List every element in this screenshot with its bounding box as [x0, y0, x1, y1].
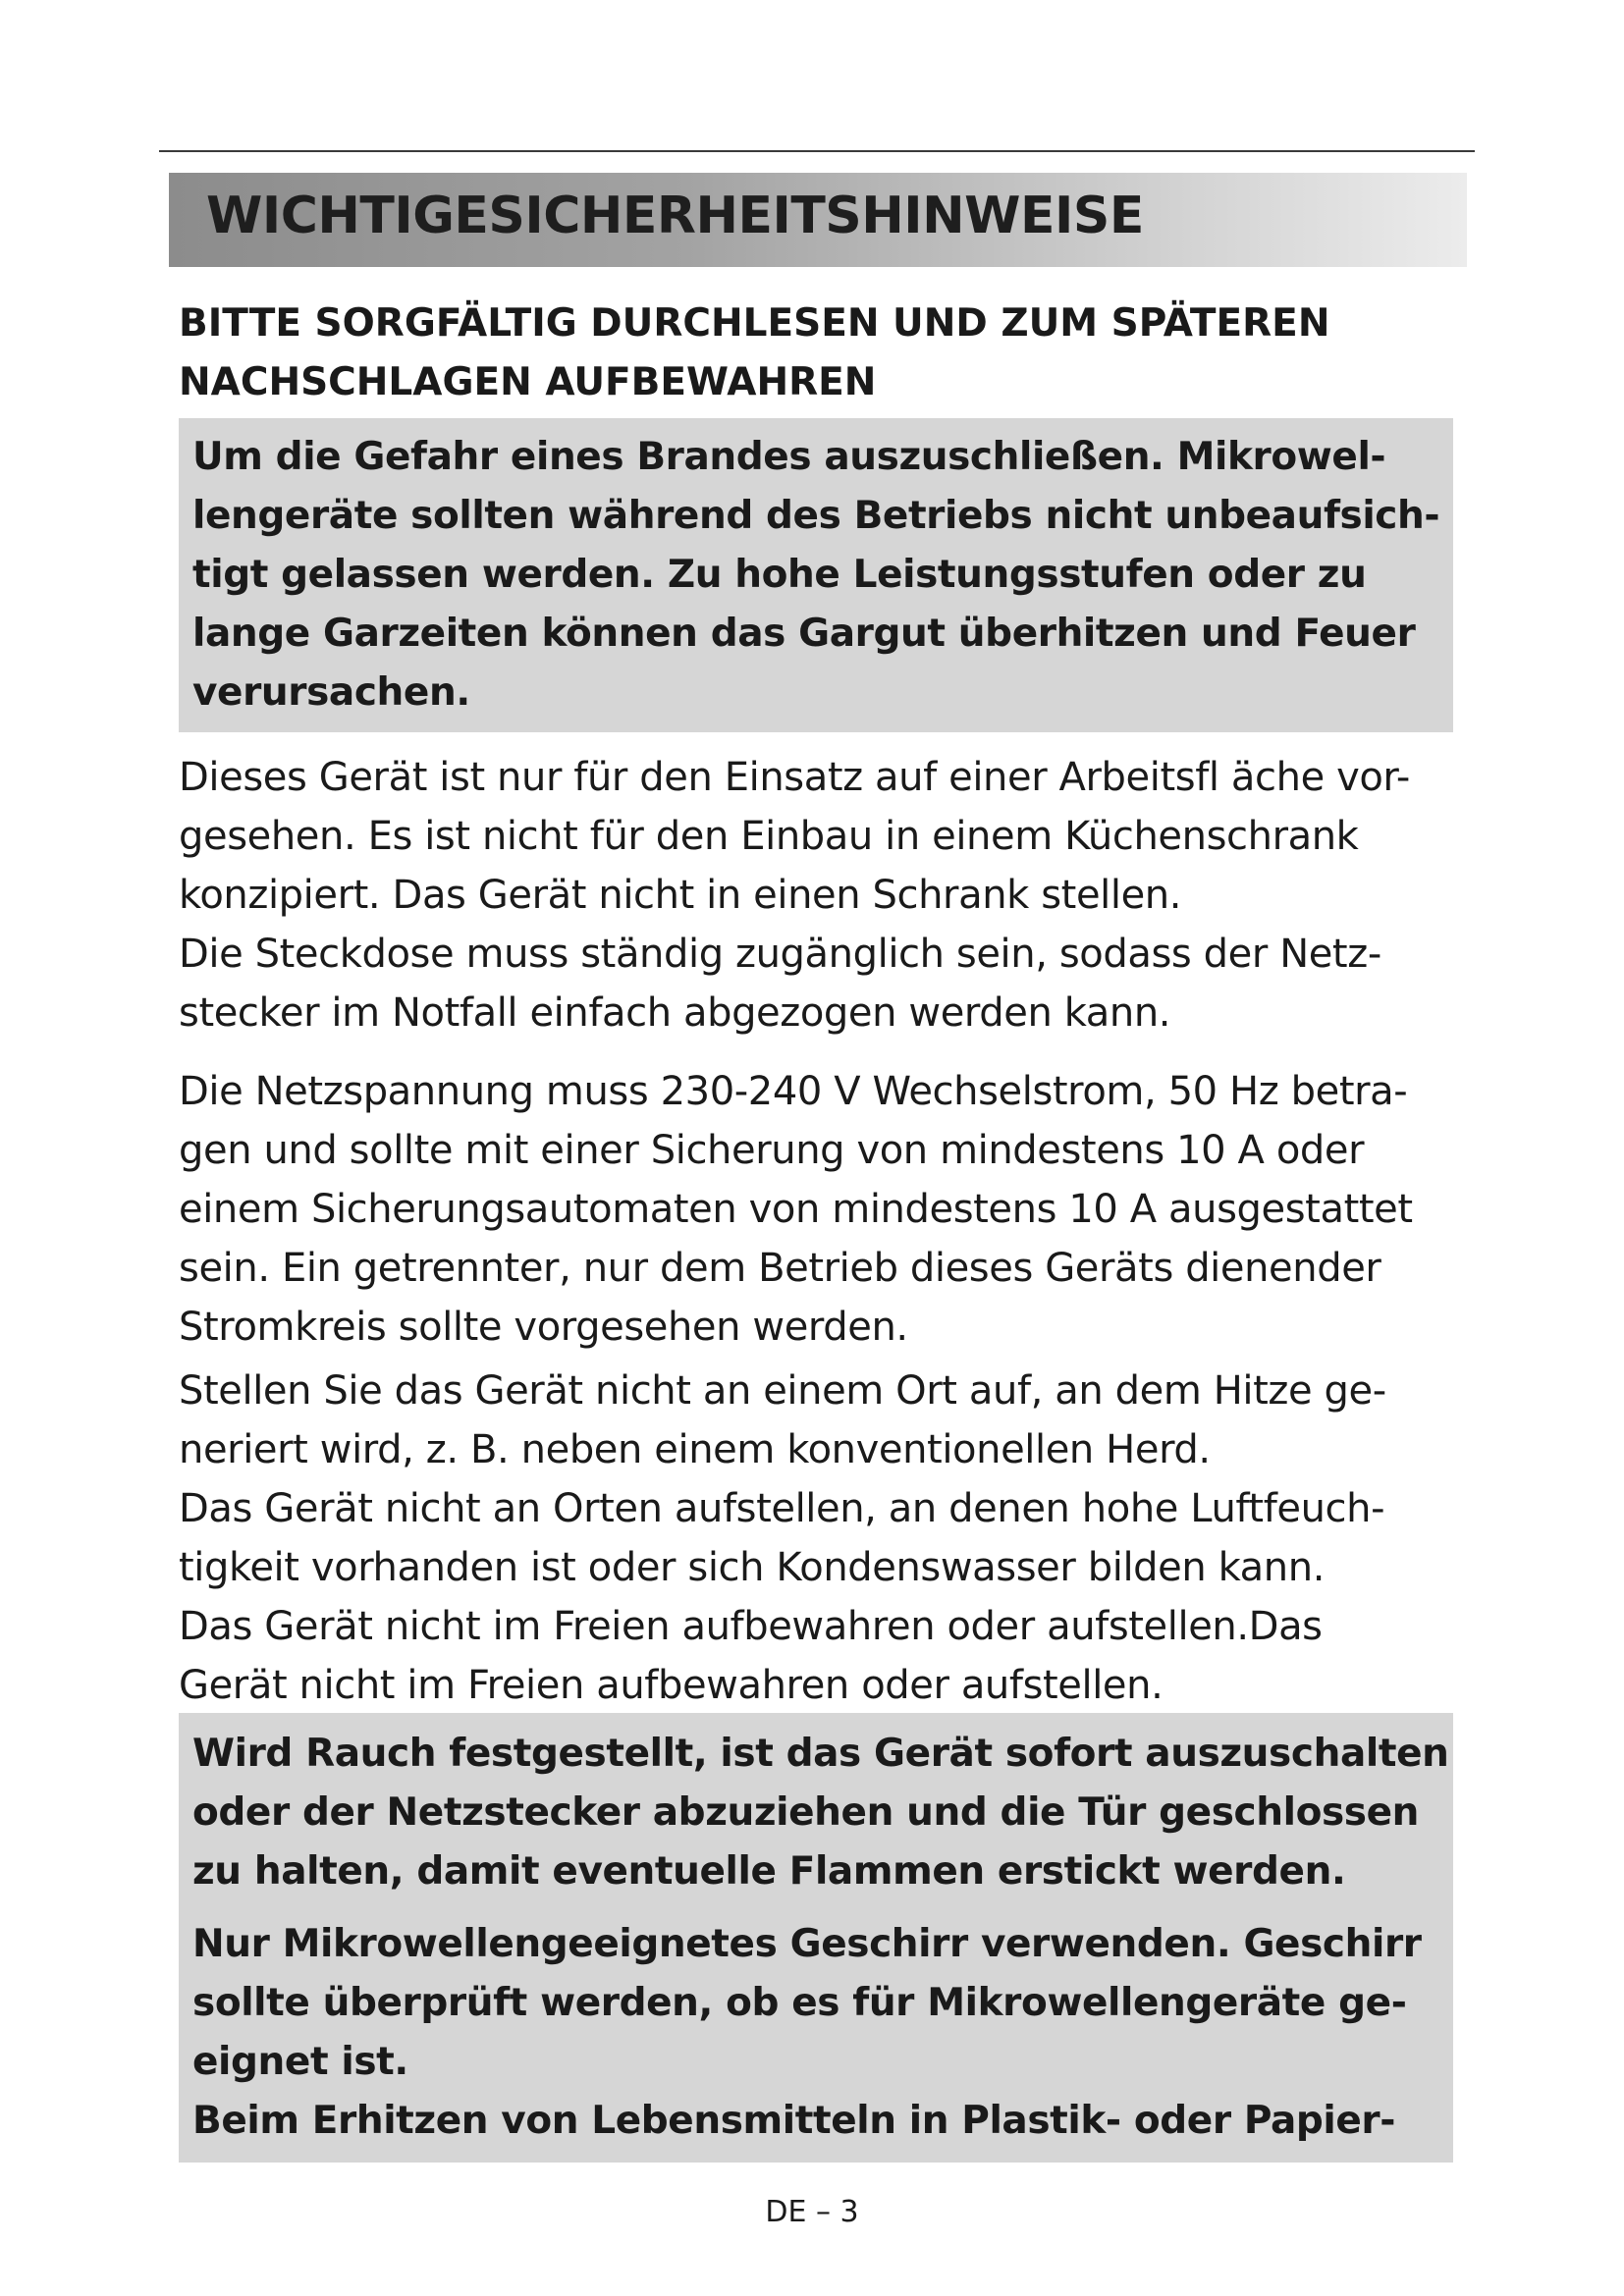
body-line: einem Sicherungsautomaten von mindestens 10 A ausgestattet: [179, 1187, 1413, 1232]
location-paragraph: [179, 1362, 1475, 1715]
body-line: Stromkreis sollte vorgesehen werden.: [179, 1305, 908, 1350]
body-line: stecker im Notfall einfach abgezogen werden kann.: [179, 990, 1171, 1036]
section-header-bar: [169, 173, 1467, 267]
body-line: Dieses Gerät ist nur für den Einsatz auf einer Arbeitsfl äche vor-: [179, 755, 1410, 800]
body-line: neriert wird, z. B. neben einem konventionellen Herd.: [179, 1427, 1211, 1472]
warning-line: sollte überprüft werden, ob es für Mikrowellengeräte ge-: [192, 1981, 1407, 2025]
body-line: gesehen. Es ist nicht für den Einbau in einem Küchenschrank: [179, 814, 1359, 859]
placement-paragraph: [179, 748, 1475, 1042]
warning-line: verursachen.: [192, 670, 470, 715]
subheading: [179, 294, 1445, 412]
body-line: Das Gerät nicht im Freien aufbewahren oder aufstellen.Das: [179, 1604, 1323, 1649]
body-line: konzipiert. Das Gerät nicht in einen Schrank stellen.: [179, 873, 1182, 918]
section-title: WICHTIGESICHERHEITSHINWEISE: [206, 187, 1144, 245]
warning-line: oder der Netzstecker abzuziehen und die Tür geschlossen: [192, 1790, 1420, 1835]
fire-warning-box: [179, 418, 1453, 732]
warning-line: Um die Gefahr eines Brandes auszuschließen. Mikrowel-: [192, 435, 1386, 479]
warning-line: zu halten, damit eventuelle Flammen erstickt werden.: [192, 1849, 1346, 1894]
voltage-paragraph: [179, 1062, 1475, 1357]
body-line: Das Gerät nicht an Orten aufstellen, an denen hohe Luftfeuch-: [179, 1486, 1385, 1531]
subheading-line: BITTE SORGFÄLTIG DURCHLESEN UND ZUM SPÄTEREN: [179, 301, 1330, 346]
smoke-warning-box: [179, 1713, 1453, 2163]
top-rule: [159, 150, 1475, 152]
warning-line: Wird Rauch festgestellt, ist das Gerät sofort auszuschalten: [192, 1732, 1449, 1776]
subheading-line: NACHSCHLAGEN AUFBEWAHREN: [179, 360, 877, 404]
body-line: Gerät nicht im Freien aufbewahren oder aufstellen.: [179, 1663, 1164, 1708]
body-line: gen und sollte mit einer Sicherung von mindestens 10 A oder: [179, 1128, 1365, 1173]
body-line: Die Netzspannung muss 230-240 V Wechselstrom, 50 Hz betra-: [179, 1069, 1408, 1114]
body-line: Die Steckdose muss ständig zugänglich sein, sodass der Netz-: [179, 932, 1381, 977]
body-line: sein. Ein getrennter, nur dem Betrieb dieses Geräts dienender: [179, 1246, 1381, 1291]
warning-line: tigt gelassen werden. Zu hohe Leistungsstufen oder zu: [192, 553, 1367, 597]
page-number: DE – 3: [765, 2195, 859, 2229]
warning-line: lengeräte sollten während des Betriebs nicht unbeaufsich-: [192, 494, 1440, 538]
warning-line: lange Garzeiten können das Gargut überhitzen und Feuer: [192, 612, 1416, 656]
warning-line: Nur Mikrowellengeeignetes Geschirr verwenden. Geschirr: [192, 1922, 1422, 1966]
warning-line: Beim Erhitzen von Lebensmitteln in Plastik- oder Papier-: [192, 2099, 1396, 2143]
body-line: tigkeit vorhanden ist oder sich Kondenswasser bilden kann.: [179, 1545, 1326, 1590]
body-line: Stellen Sie das Gerät nicht an einem Ort auf, an dem Hitze ge-: [179, 1368, 1386, 1414]
warning-line: eignet ist.: [192, 2040, 408, 2084]
